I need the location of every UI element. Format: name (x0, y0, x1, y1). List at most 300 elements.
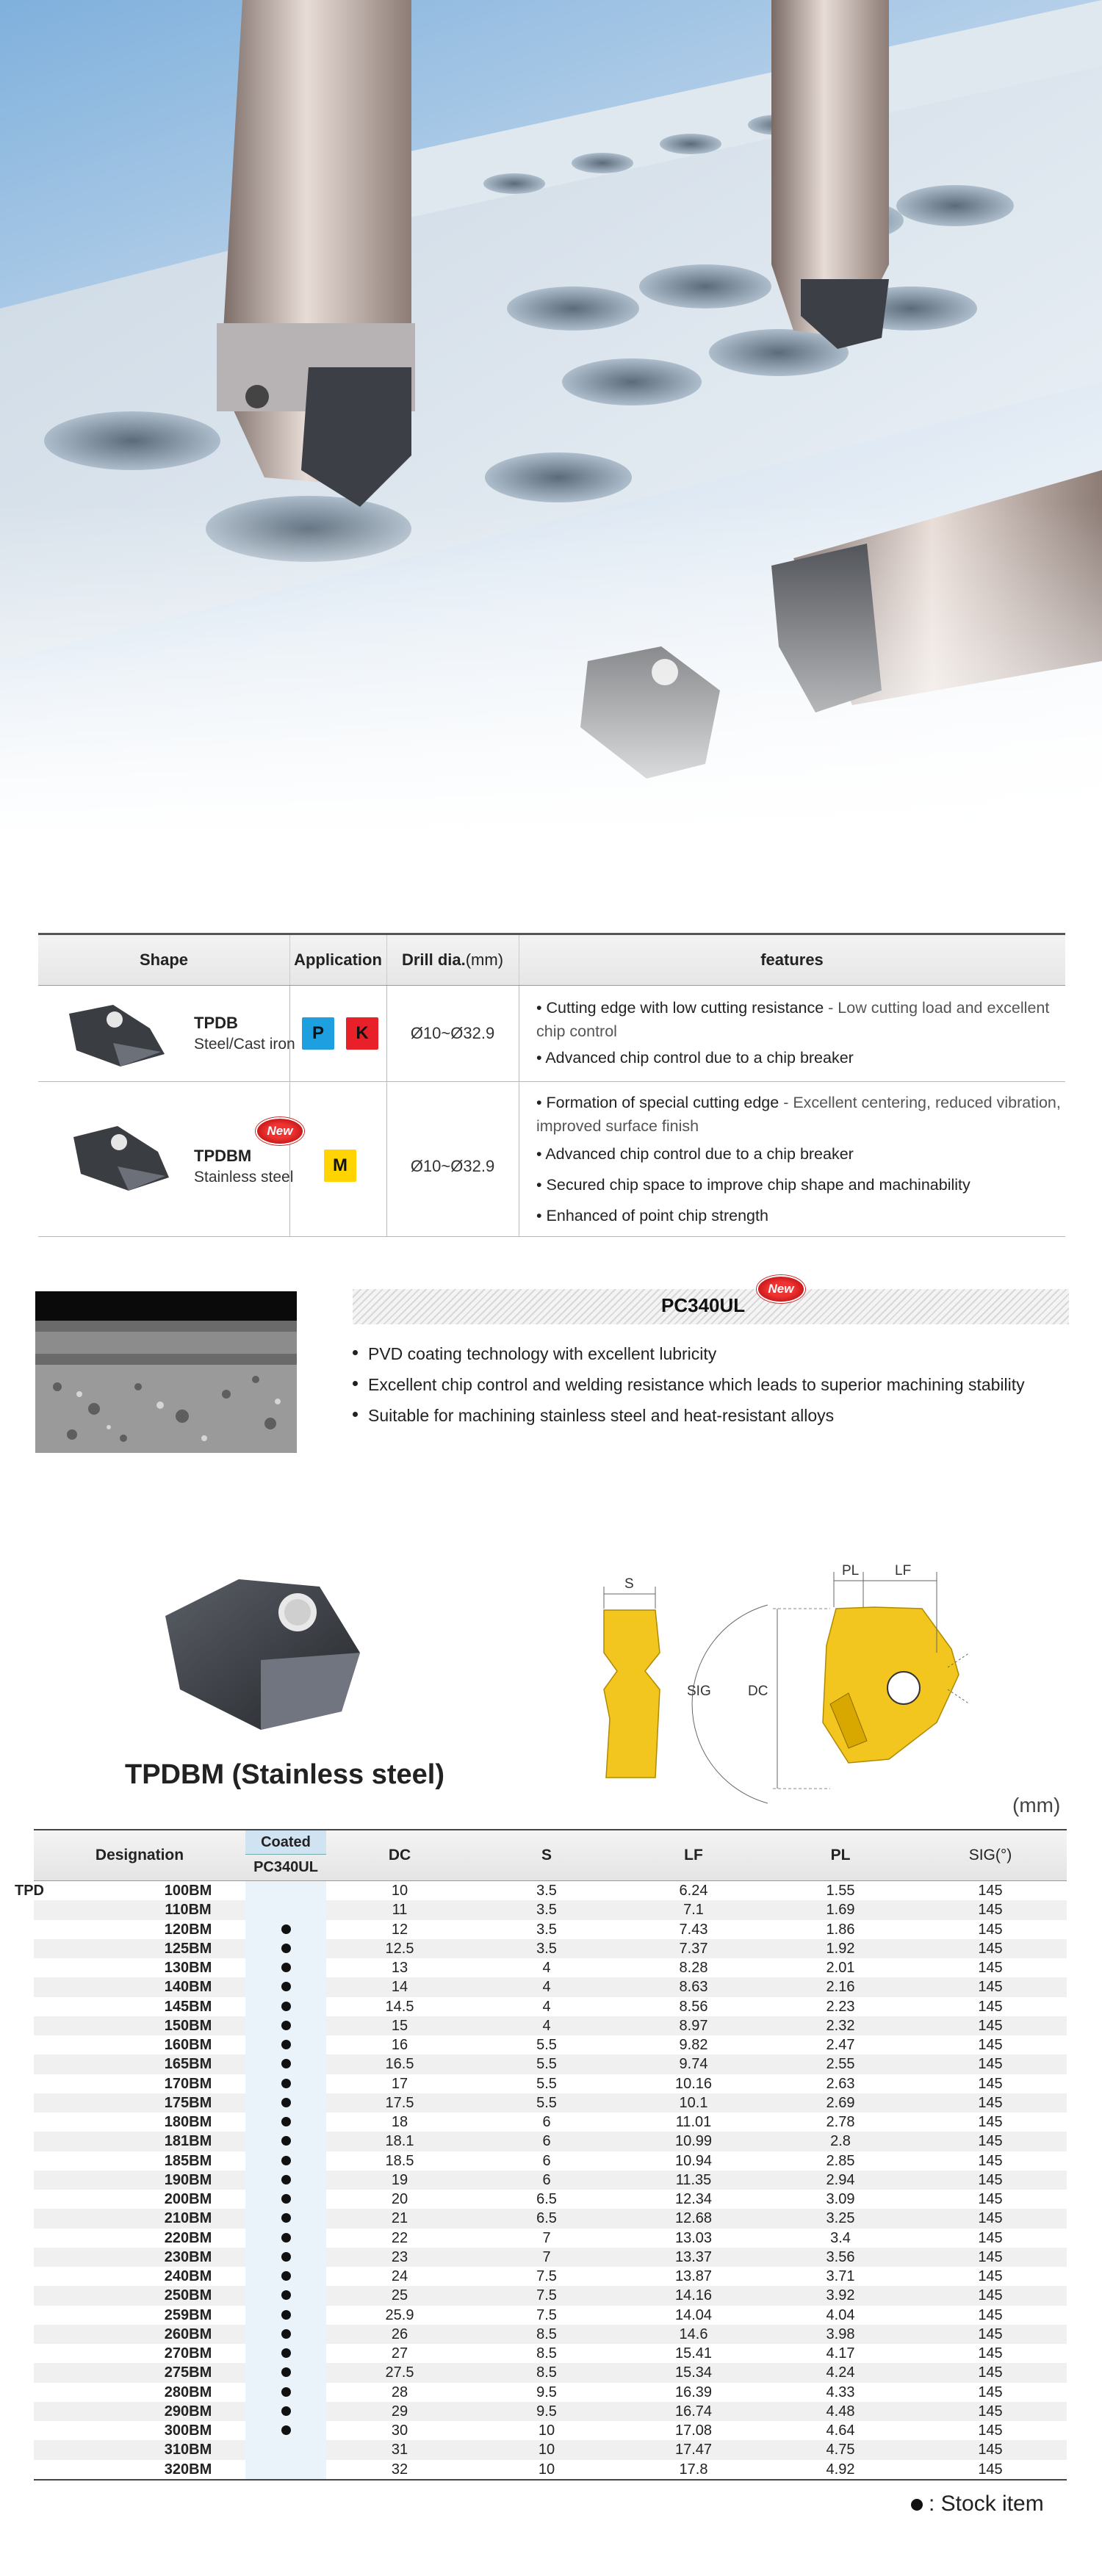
table-row (34, 2171, 1067, 2190)
cell-dc: 23 (391, 2248, 408, 2265)
cell-sig: 145 (978, 2171, 1003, 2188)
cell-dc: 27 (391, 2345, 408, 2362)
dimension-drawing (588, 1543, 970, 1807)
cell-sig: 145 (978, 1998, 1003, 2015)
cell-sig: 145 (978, 1979, 1003, 1996)
cell-lf: 14.04 (674, 2306, 713, 2323)
grade-bullet: Suitable for machining stainless steel and heat-resistant alloys (353, 1406, 834, 1426)
cell-dc: 15 (391, 2017, 408, 2034)
cell-s: 7.5 (536, 2268, 557, 2284)
cell-pl: 2.94 (826, 2171, 855, 2188)
features-row-tpdbm (38, 1082, 1065, 1237)
stock-indicator (245, 2209, 326, 2228)
stock-indicator (245, 2306, 326, 2325)
cell-s: 10 (538, 2461, 555, 2478)
stock-dot-icon (281, 2040, 291, 2049)
dim-label-lf: LF (895, 1563, 912, 1579)
header-lf: LF (684, 1847, 703, 1864)
cell-s: 5.5 (536, 2056, 557, 2073)
stock-dot-icon (281, 1944, 291, 1953)
cell-lf: 13.87 (674, 2268, 713, 2284)
cell-sig: 145 (978, 2364, 1003, 2381)
stock-dot-icon (281, 2329, 291, 2339)
cell-s: 7.5 (536, 2287, 557, 2304)
cell-pl: 3.56 (826, 2248, 855, 2265)
cell-s: 3.5 (536, 1940, 557, 1957)
cell-pl: 3.4 (830, 2229, 851, 2246)
table-row (34, 2035, 1067, 2054)
cell-pl: 2.55 (826, 2056, 855, 2073)
designation-prefix: TPD (15, 1883, 44, 1899)
cell-dc: 17 (391, 2075, 408, 2092)
header-coated (245, 1830, 326, 1880)
cell-sig: 145 (978, 2422, 1003, 2439)
table-row (34, 2421, 1067, 2440)
cell-pl: 3.25 (826, 2210, 855, 2227)
cell-sig: 145 (978, 2056, 1003, 2073)
drill-scene-illustration (0, 0, 1102, 837)
stock-dot-icon (281, 2079, 291, 2088)
stock-dot-icon (281, 2021, 291, 2030)
grade-title: PC340UL (661, 1294, 746, 1316)
cell-dc: 25.9 (385, 2306, 414, 2323)
cell-lf: 11.35 (675, 2171, 712, 2188)
designation-cell: 275BM (164, 2364, 212, 2381)
table-row (34, 1977, 1067, 1996)
application-badge-m: M (324, 1150, 356, 1182)
cell-dc: 12.5 (385, 1940, 414, 1957)
table-row (34, 2209, 1067, 2228)
designation-cell: 280BM (164, 2384, 212, 2400)
stock-indicator (245, 2054, 326, 2074)
cell-sig: 145 (978, 2191, 1003, 2207)
stock-dot-icon (281, 1982, 291, 1991)
cell-pl: 2.01 (826, 1960, 855, 1976)
cell-pl: 3.09 (826, 2191, 855, 2207)
cell-pl: 4.75 (826, 2442, 855, 2458)
cell-s: 7 (542, 2248, 551, 2265)
designation-cell: 190BM (164, 2171, 212, 2188)
dim-label-sig: SIG (687, 1684, 711, 1699)
stock-indicator (245, 1977, 326, 1996)
spec-table-body (15, 1881, 1067, 2479)
cell-sig: 145 (978, 2037, 1003, 2053)
cell-s: 6.5 (536, 2210, 557, 2227)
designation-cell: 220BM (164, 2229, 212, 2246)
stock-dot-icon (281, 2059, 291, 2068)
cell-sig: 145 (978, 2306, 1003, 2323)
cell-lf: 6.24 (679, 1883, 708, 1899)
stock-indicator (245, 2325, 326, 2344)
cell-lf: 12.34 (674, 2191, 713, 2207)
stock-indicator (245, 2402, 326, 2421)
cell-dc: 26 (391, 2326, 408, 2342)
designation-cell: 165BM (164, 2056, 212, 2073)
cell-dc: 28 (391, 2384, 408, 2400)
cell-s: 6 (542, 2171, 551, 2188)
tpdb-material: Steel/Cast iron (194, 1036, 295, 1053)
coating-micrograph (35, 1291, 297, 1453)
cell-dc: 24 (391, 2268, 408, 2284)
designation-cell: 175BM (164, 2094, 212, 2111)
cell-sig: 145 (978, 1960, 1003, 1976)
cell-lf: 17.8 (679, 2461, 708, 2478)
designation-cell: 181BM (164, 2133, 212, 2150)
cell-lf: 16.39 (674, 2384, 713, 2400)
header-drill-dia (386, 935, 519, 985)
designation-cell: 145BM (164, 1998, 212, 2015)
cell-sig: 145 (978, 2442, 1003, 2458)
cell-pl: 4.48 (826, 2403, 855, 2420)
grade-bullet: PVD coating technology with excellent lubricity (353, 1344, 716, 1364)
cell-lf: 13.37 (674, 2248, 713, 2265)
cell-sig: 145 (978, 2403, 1003, 2420)
features-table-header (38, 933, 1065, 986)
cell-dc: 14 (391, 1979, 408, 1996)
cell-lf: 15.34 (674, 2364, 713, 2381)
cell-lf: 10.16 (674, 2075, 713, 2092)
table-row (34, 2383, 1067, 2402)
cell-dc: 10 (391, 1883, 408, 1899)
table-row (34, 2054, 1067, 2074)
tpdbm-insert-image (66, 1119, 176, 1192)
cell-lf: 9.74 (679, 2056, 708, 2073)
designation-cell: 290BM (164, 2403, 212, 2420)
table-row (34, 1939, 1067, 1958)
table-row (34, 2344, 1067, 2363)
cell-s: 7 (542, 2229, 551, 2246)
cell-pl: 4.92 (826, 2461, 855, 2478)
cell-s: 10 (538, 2422, 555, 2439)
cell-s: 3.5 (536, 1921, 557, 1938)
dim-label-pl: PL (842, 1563, 860, 1579)
tpdb-drill-dia: Ø10~Ø32.9 (410, 1024, 495, 1042)
cell-s: 3.5 (536, 1902, 557, 1919)
feature-item: • Advanced chip control due to a chip breaker (536, 1049, 854, 1067)
cell-dc: 32 (391, 2461, 408, 2478)
cell-lf: 14.6 (679, 2326, 708, 2342)
header-dc: DC (388, 1847, 411, 1864)
stock-indicator (245, 2035, 326, 2054)
cell-pl: 1.69 (826, 1902, 855, 1919)
designation-cell: 259BM (164, 2306, 212, 2323)
cell-sig: 145 (978, 2017, 1003, 2034)
tpdbm-insert-photo (151, 1565, 371, 1733)
designation-cell: 180BM (164, 2114, 212, 2130)
cell-lf: 15.41 (674, 2345, 713, 2362)
coating-micrograph-image (35, 1291, 297, 1453)
cell-pl: 2.85 (826, 2152, 855, 2169)
stock-dot-icon (281, 2425, 291, 2435)
stock-indicator (245, 2229, 326, 2248)
cell-sig: 145 (978, 1940, 1003, 1957)
stock-indicator (245, 2132, 326, 2151)
tpdb-feature-list (536, 996, 1051, 1069)
feature-item: • Formation of special cutting edge - Excellent centering, reduced vibration, improved surface finish (536, 1094, 1061, 1135)
cell-sig: 145 (978, 1921, 1003, 1938)
stock-indicator (245, 2267, 326, 2286)
grade-bullet: Excellent chip control and welding resistance which leads to superior machining stability (353, 1375, 1025, 1395)
tpdbm-name: TPDBM (194, 1147, 252, 1165)
header-drill-dia-unit: (mm) (465, 950, 504, 969)
cell-lf: 7.37 (679, 1940, 708, 1957)
cell-lf: 10.94 (674, 2152, 713, 2169)
header-sig: SIG(°) (968, 1847, 1012, 1864)
cell-sig: 145 (978, 2152, 1003, 2169)
cell-pl: 2.16 (826, 1979, 855, 1996)
stock-indicator (245, 2151, 326, 2171)
designation-cell: 185BM (164, 2152, 212, 2169)
cell-pl: 2.47 (826, 2037, 855, 2053)
stock-dot-icon (281, 2136, 291, 2146)
stock-dot-icon (281, 2348, 291, 2358)
stock-dot-icon (281, 1963, 291, 1972)
cell-sig: 145 (978, 2287, 1003, 2304)
unit-label: (mm) (1012, 1794, 1061, 1816)
stock-dot-icon (911, 2499, 923, 2511)
table-row (34, 2306, 1067, 2325)
cell-dc: 17.5 (385, 2094, 414, 2111)
cell-pl: 2.32 (826, 2017, 855, 2034)
stock-legend-label: : Stock item (929, 2492, 1044, 2516)
cell-dc: 18.1 (385, 2133, 414, 2150)
header-application: Application (294, 950, 382, 969)
designation-cell: 160BM (164, 2037, 212, 2053)
table-row (34, 1958, 1067, 1977)
new-badge: New (256, 1117, 304, 1145)
cell-s: 8.5 (536, 2364, 557, 2381)
tpdbm-drill-dia: Ø10~Ø32.9 (410, 1157, 495, 1175)
stock-indicator (245, 2363, 326, 2382)
tpdbm-feature-list (536, 1091, 1095, 1227)
stock-indicator (245, 2093, 326, 2113)
designation-cell: 170BM (164, 2075, 212, 2092)
designation-cell: 200BM (164, 2191, 212, 2207)
spec-table (15, 1829, 1067, 2481)
table-row (34, 2229, 1067, 2248)
designation-cell: 125BM (164, 1940, 212, 1957)
stock-indicator (245, 2248, 326, 2267)
stock-indicator (245, 2383, 326, 2402)
cell-sig: 145 (978, 2133, 1003, 2150)
table-row (34, 2460, 1067, 2479)
table-row (34, 2074, 1067, 2093)
table-row (34, 1997, 1067, 2016)
stock-dot-icon (281, 2194, 291, 2204)
stock-legend (911, 2492, 1044, 2517)
cell-s: 5.5 (536, 2037, 557, 2053)
stock-indicator (245, 2421, 326, 2440)
cell-s: 4 (542, 1998, 551, 2015)
stock-indicator (245, 1958, 326, 1977)
stock-indicator (245, 2171, 326, 2190)
cell-dc: 12 (391, 1921, 408, 1938)
stock-indicator (245, 2286, 326, 2305)
stock-indicator (245, 1939, 326, 1958)
designation-cell: 320BM (164, 2461, 212, 2478)
table-row (34, 2402, 1067, 2421)
cell-pl: 2.8 (830, 2133, 851, 2150)
designation-cell: 260BM (164, 2326, 212, 2342)
cell-pl: 3.92 (826, 2287, 855, 2304)
header-drill-dia-label: Drill dia. (401, 950, 466, 969)
table-row (34, 1900, 1067, 1919)
designation-cell: 130BM (164, 1960, 212, 1976)
tpdbm-material: Stainless steel (194, 1169, 294, 1186)
header-s: S (541, 1847, 552, 1864)
cell-pl: 2.69 (826, 2094, 855, 2111)
table-row (34, 2248, 1067, 2267)
feature-item: • Secured chip space to improve chip shape and machinability (536, 1176, 970, 1194)
cell-s: 5.5 (536, 2094, 557, 2111)
feature-item: • Cutting edge with low cutting resistance - Low cutting load and excellent chip control (536, 999, 1050, 1040)
cell-lf: 13.03 (674, 2229, 713, 2246)
cell-dc: 22 (391, 2229, 408, 2246)
cell-dc: 18 (391, 2114, 408, 2130)
designation-cell: 240BM (164, 2268, 212, 2284)
application-badge-p: P (302, 1017, 334, 1050)
cell-dc: 21 (391, 2210, 408, 2227)
cell-lf: 7.43 (679, 1921, 708, 1938)
table-row (15, 1881, 1067, 1900)
cell-sig: 145 (978, 2210, 1003, 2227)
cell-dc: 18.5 (385, 2152, 414, 2169)
stock-dot-icon (281, 2406, 291, 2416)
cell-s: 8.5 (536, 2345, 557, 2362)
designation-cell: 210BM (164, 2210, 212, 2227)
cell-s: 6 (542, 2152, 551, 2169)
cell-pl: 2.23 (826, 1998, 855, 2015)
cell-dc: 14.5 (385, 1998, 414, 2015)
cell-sig: 145 (978, 2075, 1003, 2092)
table-row (34, 2113, 1067, 2132)
header-features: features (760, 950, 824, 969)
designation-cell: 150BM (164, 2017, 212, 2034)
cell-s: 9.5 (536, 2384, 557, 2400)
cell-pl: 2.78 (826, 2114, 855, 2130)
cell-sig: 145 (978, 1883, 1003, 1899)
table-row (34, 2363, 1067, 2382)
cell-lf: 10.99 (674, 2133, 713, 2150)
stock-indicator (245, 2113, 326, 2132)
cell-pl: 3.98 (826, 2326, 855, 2342)
cell-pl: 4.04 (826, 2306, 855, 2323)
cell-s: 6 (542, 2114, 551, 2130)
stock-dot-icon (281, 2213, 291, 2223)
stock-indicator (245, 1997, 326, 2016)
dim-label-dc: DC (748, 1684, 768, 1699)
stock-dot-icon (281, 2175, 291, 2184)
header-pl: PL (830, 1847, 851, 1864)
designation-cell: 100BM (164, 1883, 212, 1899)
designation-cell: 110BM (165, 1902, 212, 1919)
cell-s: 7.5 (536, 2306, 557, 2323)
designation-cell: 270BM (164, 2345, 212, 2362)
cell-sig: 145 (978, 2229, 1003, 2246)
designation-cell: 310BM (164, 2442, 212, 2458)
cell-s: 5.5 (536, 2075, 557, 2092)
table-row (34, 2151, 1067, 2171)
feature-item: • Advanced chip control due to a chip breaker (536, 1145, 854, 1163)
cell-s: 10 (538, 2442, 555, 2458)
tpdb-name: TPDB (194, 1014, 238, 1032)
table-row (34, 2440, 1067, 2459)
cell-s: 9.5 (536, 2403, 557, 2420)
stock-dot-icon (281, 2367, 291, 2377)
cell-sig: 145 (978, 2326, 1003, 2342)
table-row (34, 2325, 1067, 2344)
header-designation: Designation (95, 1847, 184, 1864)
stock-dot-icon (281, 2387, 291, 2397)
cell-s: 8.5 (536, 2326, 557, 2342)
cell-s: 4 (542, 1960, 551, 1976)
header-coated-label: Coated (245, 1830, 326, 1855)
cell-pl: 3.71 (826, 2268, 855, 2284)
stock-dot-icon (281, 2002, 291, 2011)
cell-lf: 8.56 (679, 1998, 708, 2015)
stock-indicator (245, 2016, 326, 2035)
designation-cell: 250BM (164, 2287, 212, 2304)
cell-lf: 17.47 (674, 2442, 713, 2458)
cell-dc: 31 (391, 2442, 408, 2458)
designation-cell: 140BM (164, 1979, 212, 1996)
cell-sig: 145 (978, 2345, 1003, 2362)
stock-dot-icon (281, 2310, 291, 2320)
dim-label-s: S (624, 1576, 634, 1592)
hero-image (0, 0, 1102, 837)
table-row (34, 2132, 1067, 2151)
table-row (34, 2267, 1067, 2286)
cell-dc: 25 (391, 2287, 408, 2304)
feature-item: • Enhanced of point chip strength (536, 1207, 768, 1224)
cell-dc: 30 (391, 2422, 408, 2439)
cell-sig: 145 (978, 2114, 1003, 2130)
cell-pl: 4.33 (826, 2384, 855, 2400)
cell-dc: 13 (391, 1960, 408, 1976)
stock-indicator (245, 2190, 326, 2209)
cell-s: 6.5 (536, 2191, 557, 2207)
stock-dot-icon (281, 2098, 291, 2107)
cell-dc: 16 (391, 2037, 408, 2053)
cell-dc: 19 (391, 2171, 408, 2188)
header-grade: PC340UL (253, 1859, 318, 1875)
cell-lf: 16.74 (674, 2403, 713, 2420)
cell-s: 6 (542, 2133, 551, 2150)
stock-dot-icon (281, 2271, 291, 2281)
cell-sig: 145 (978, 2094, 1003, 2111)
stock-dot-icon (281, 2117, 291, 2126)
cell-lf: 8.28 (679, 1960, 708, 1976)
cell-lf: 8.97 (679, 2017, 708, 2034)
cell-pl: 1.55 (826, 1883, 855, 1899)
cell-pl: 4.17 (826, 2345, 855, 2362)
table-row (34, 2093, 1067, 2113)
cell-pl: 2.63 (826, 2075, 855, 2092)
cell-sig: 145 (978, 2268, 1003, 2284)
stock-dot-icon (281, 2156, 291, 2165)
cell-sig: 145 (978, 2248, 1003, 2265)
stock-dot-icon (281, 1924, 291, 1934)
table-row (34, 2190, 1067, 2209)
stock-indicator (245, 2344, 326, 2363)
cell-lf: 10.1 (679, 2094, 708, 2111)
product-caption: TPDBM (Stainless steel) (125, 1759, 444, 1790)
cell-lf: 7.1 (683, 1902, 704, 1919)
cell-dc: 16.5 (385, 2056, 414, 2073)
cell-s: 4 (542, 2017, 551, 2034)
table-row (34, 2016, 1067, 2035)
cell-dc: 29 (391, 2403, 408, 2420)
